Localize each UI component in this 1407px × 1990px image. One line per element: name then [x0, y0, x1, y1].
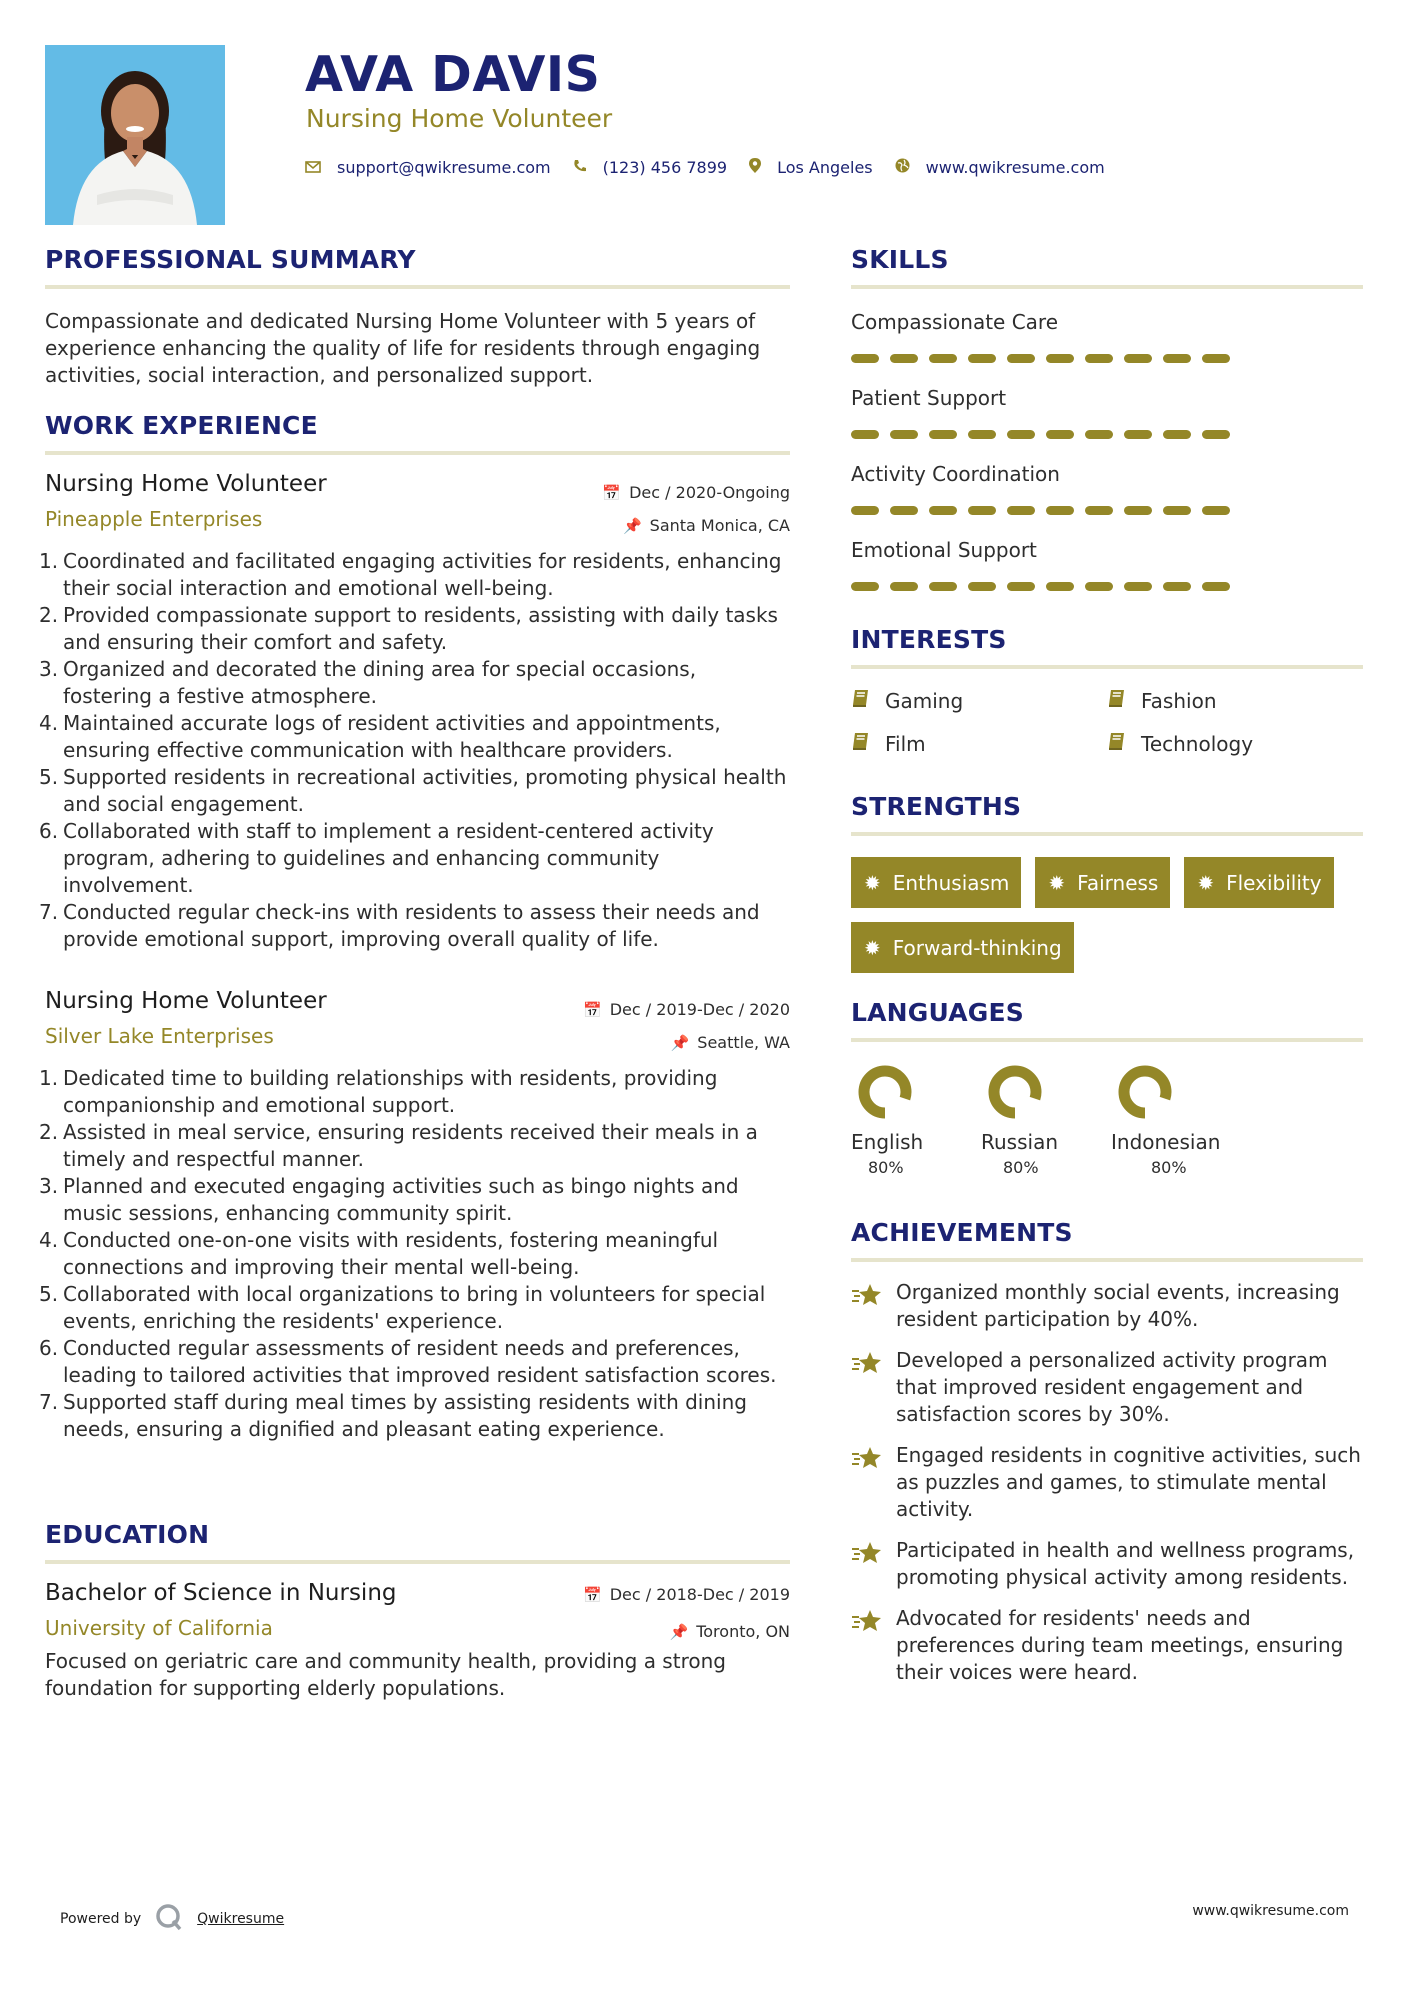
book-icon	[851, 688, 885, 713]
phone-number[interactable]: (123) 456 7899	[602, 158, 728, 177]
footer-website-link[interactable]: www.qwikresume.com	[1192, 1903, 1349, 1919]
language-progress-ring	[985, 1062, 1045, 1122]
calendar-icon: 📅	[602, 484, 622, 502]
star-icon	[851, 1283, 883, 1314]
list-item: 4. Conducted one-on-one visits with residents, fostering meaningful connections and improving their mental well-being.	[39, 1228, 719, 1279]
list-item: 3. Planned and executed engaging activities such as bingo nights and music sessions, enhancing community spirit.	[39, 1174, 739, 1225]
skill-level-dash	[1124, 430, 1152, 439]
skill-level-dash	[929, 354, 957, 363]
phone-icon	[573, 159, 587, 177]
job-entry	[39, 471, 790, 953]
languages-heading: LANGUAGES	[851, 998, 1025, 1027]
skill-level-dash	[1007, 430, 1035, 439]
skill-level-dash	[851, 506, 879, 515]
skill-level-dash	[929, 430, 957, 439]
school-name: University of California	[45, 1616, 273, 1640]
skill-level-dash	[1085, 430, 1113, 439]
list-item: 3. Organized and decorated the dining area for special occasions, fostering a festive atmosphere.	[39, 657, 697, 708]
language-item	[1111, 1062, 1241, 1177]
education-location: 📌 Toronto, ON	[669, 1622, 790, 1641]
education-entry	[45, 1580, 790, 1702]
list-item: 5. Supported residents in recreational activities, promoting physical health and social engagement.	[39, 765, 787, 816]
skill-entry	[851, 386, 1363, 439]
qwikresume-link[interactable]: Qwikresume	[197, 1911, 285, 1927]
candidate-role: Nursing Home Volunteer	[306, 104, 613, 133]
skill-level-dash	[890, 506, 918, 515]
list-item: 7. Conducted regular check-ins with residents to assess their needs and provide emotional support, improving overall quality of life.	[39, 900, 760, 951]
skill-entry	[851, 310, 1363, 363]
skill-level-dash	[1046, 506, 1074, 515]
skill-level-dash	[968, 582, 996, 591]
achievements-heading: ACHIEVEMENTS	[851, 1218, 1073, 1247]
language-name: Russian	[981, 1130, 1059, 1154]
job-title: Nursing Home Volunteer	[45, 988, 327, 1014]
language-item	[851, 1062, 981, 1177]
skill-level-dash	[1007, 354, 1035, 363]
list-item: 4. Maintained accurate logs of resident activities and appointments, ensuring effective communication with healthcare providers.	[39, 711, 721, 762]
skills-divider	[851, 285, 1363, 289]
skill-level-bar	[851, 354, 1363, 363]
job-dates: 📅 Dec / 2019-Dec / 2020	[583, 1000, 790, 1019]
skill-level-dash	[1007, 506, 1035, 515]
strength-tag: ✹ Fairness	[1035, 857, 1170, 908]
language-percent: 80%	[868, 1158, 904, 1177]
pushpin-icon: 📌	[622, 517, 642, 535]
badge-icon: ✹	[864, 870, 881, 895]
experience-heading: WORK EXPERIENCE	[45, 411, 318, 440]
contact-bar	[305, 158, 1127, 177]
badge-icon: ✹	[864, 935, 881, 960]
email-icon	[305, 159, 321, 177]
education-divider	[45, 1560, 790, 1564]
website-link[interactable]: www.qwikresume.com	[925, 158, 1105, 177]
badge-icon: ✹	[1197, 870, 1215, 895]
qwikresume-logo-icon	[155, 1903, 183, 1935]
language-progress-ring	[855, 1062, 915, 1122]
skill-level-dash	[890, 430, 918, 439]
achievement-item: Organized monthly social events, increasing resident participation by 40%.	[851, 1279, 1363, 1333]
badge-icon: ✹	[1048, 870, 1066, 895]
strength-tag: ✹ Forward-thinking	[851, 922, 1074, 973]
list-item: 6. Collaborated with staff to implement a resident-centered activity program, adhering to guidelines and enhancing community involvement.	[39, 819, 714, 897]
skill-level-dash	[968, 354, 996, 363]
star-icon	[851, 1446, 883, 1477]
book-icon	[1107, 688, 1141, 713]
strength-tag: ✹ Flexibility	[1184, 857, 1333, 908]
list-item: 1. Coordinated and facilitated engaging activities for residents, enhancing their social interaction and emotional well-being.	[39, 549, 782, 600]
job-entry	[39, 988, 790, 1443]
list-item: 2. Assisted in meal service, ensuring residents received their meals in a timely and respectful manner.	[39, 1120, 758, 1171]
job-location: 📌 Seattle, WA	[670, 1033, 790, 1052]
book-icon	[851, 731, 885, 756]
language-percent: 80%	[1003, 1158, 1039, 1177]
powered-by-label: Powered by	[60, 1911, 142, 1927]
calendar-icon: 📅	[583, 1586, 602, 1604]
profile-photo	[45, 45, 225, 225]
skill-level-dash	[1085, 582, 1113, 591]
language-name: Indonesian	[1111, 1130, 1221, 1154]
list-item: 1. Dedicated time to building relationships with residents, providing companionship and emotional support.	[39, 1066, 718, 1117]
location-pin-icon	[749, 158, 761, 177]
skill-level-dash	[1124, 354, 1152, 363]
skill-level-dash	[851, 430, 879, 439]
skill-level-dash	[1085, 354, 1113, 363]
skill-level-dash	[851, 582, 879, 591]
education-description: Focused on geriatric care and community health, providing a strong foundation for supporting elderly populations.	[45, 1649, 726, 1700]
skill-entry	[851, 462, 1363, 515]
skill-level-dash	[968, 430, 996, 439]
list-item: 6. Conducted regular assessments of resident needs and preferences, leading to tailored activities that improved resident satisfaction scores.	[39, 1336, 777, 1387]
job-title: Nursing Home Volunteer	[45, 471, 327, 497]
star-icon	[851, 1541, 883, 1572]
interest-item: Technology	[1107, 731, 1363, 756]
skill-level-dash	[1202, 354, 1230, 363]
strengths-heading: STRENGTHS	[851, 792, 1022, 821]
skill-level-dash	[1163, 354, 1191, 363]
skill-level-dash	[1046, 582, 1074, 591]
interests-grid	[851, 688, 1363, 756]
skill-level-dash	[1007, 582, 1035, 591]
job-company: Silver Lake Enterprises	[45, 1024, 274, 1048]
summary-heading: PROFESSIONAL SUMMARY	[45, 245, 416, 274]
star-icon	[851, 1351, 883, 1382]
star-icon	[851, 1609, 883, 1640]
pushpin-icon: 📌	[669, 1623, 689, 1641]
calendar-icon: 📅	[583, 1001, 602, 1019]
skill-level-dash	[1124, 582, 1152, 591]
interests-divider	[851, 665, 1363, 669]
languages-divider	[851, 1038, 1363, 1042]
skill-level-dash	[1124, 506, 1152, 515]
skill-name: Compassionate Care	[851, 310, 1059, 334]
skill-level-dash	[890, 582, 918, 591]
skill-level-dash	[929, 582, 957, 591]
skill-level-dash	[1085, 506, 1113, 515]
list-item: 2. Provided compassionate support to residents, assisting with daily tasks and ensuring their comfort and safety.	[39, 603, 778, 654]
language-item	[981, 1062, 1111, 1177]
list-item: 5. Collaborated with local organizations to bring in volunteers for special events, enriching the residents' experience.	[39, 1282, 766, 1333]
job-bullets	[39, 1065, 790, 1443]
skill-level-dash	[1202, 582, 1230, 591]
strengths-divider	[851, 832, 1363, 836]
strengths-tags	[851, 857, 1363, 973]
achievement-item: Engaged residents in cognitive activities, such as puzzles and games, to stimulate mental activity.	[851, 1442, 1363, 1523]
list-item: 7. Supported staff during meal times by assisting residents with dining needs, ensuring a dignified and pleasant eating experience.	[39, 1390, 747, 1441]
interests-heading: INTERESTS	[851, 625, 1007, 654]
achievements-divider	[851, 1258, 1363, 1262]
strength-tag: ✹ Enthusiasm	[851, 857, 1021, 908]
interest-item: Film	[851, 731, 1107, 756]
interest-item: Gaming	[851, 688, 1107, 713]
skill-level-dash	[968, 506, 996, 515]
skill-name: Patient Support	[851, 386, 1007, 410]
language-percent: 80%	[1151, 1158, 1187, 1177]
skill-level-dash	[1046, 430, 1074, 439]
skill-level-bar	[851, 506, 1363, 515]
candidate-name: AVA DAVIS	[305, 46, 601, 103]
skill-level-dash	[929, 506, 957, 515]
pushpin-icon: 📌	[670, 1034, 690, 1052]
achievement-item: Developed a personalized activity program that improved resident engagement and satisfaction scores by 30%.	[851, 1347, 1363, 1428]
skills-heading: SKILLS	[851, 245, 949, 274]
education-dates: 📅 Dec / 2018-Dec / 2019	[583, 1585, 790, 1604]
achievement-item: Participated in health and wellness programs, promoting physical activity among residents.	[851, 1537, 1363, 1591]
job-company: Pineapple Enterprises	[45, 507, 263, 531]
achievement-item: Advocated for residents' needs and preferences during team meetings, ensuring their voices were heard.	[851, 1605, 1363, 1686]
skill-level-dash	[1163, 430, 1191, 439]
skill-level-bar	[851, 582, 1363, 591]
skill-entry	[851, 538, 1363, 591]
languages-list	[851, 1062, 1363, 1177]
skill-level-dash	[890, 354, 918, 363]
email-link[interactable]: support@qwikresume.com	[337, 158, 551, 177]
summary-text: Compassionate and dedicated Nursing Home Volunteer with 5 years of experience enhancing the quality of life for residents through engaging activities, social interaction, and personalized support.	[45, 309, 761, 387]
skill-level-dash	[1163, 506, 1191, 515]
book-icon	[1107, 731, 1141, 756]
interest-item: Fashion	[1107, 688, 1363, 713]
achievements-list	[851, 1279, 1363, 1700]
globe-icon	[895, 158, 910, 177]
job-dates: 📅 Dec / 2020-Ongoing	[602, 483, 790, 502]
skill-name: Emotional Support	[851, 538, 1037, 562]
skill-level-bar	[851, 430, 1363, 439]
skill-level-dash	[1163, 582, 1191, 591]
job-bullets	[39, 548, 790, 953]
skill-level-dash	[1202, 506, 1230, 515]
job-location: 📌 Santa Monica, CA	[622, 516, 790, 535]
degree-title: Bachelor of Science in Nursing	[45, 1580, 397, 1606]
skill-name: Activity Coordination	[851, 462, 1060, 486]
skill-level-dash	[851, 354, 879, 363]
footer-branding	[60, 1903, 284, 1935]
summary-divider	[45, 285, 790, 289]
skill-level-dash	[1202, 430, 1230, 439]
language-name: English	[851, 1130, 924, 1154]
location-text: Los Angeles	[777, 158, 873, 177]
education-heading: EDUCATION	[45, 1520, 210, 1549]
experience-divider	[45, 451, 790, 455]
skill-level-dash	[1046, 354, 1074, 363]
language-progress-ring	[1115, 1062, 1175, 1122]
